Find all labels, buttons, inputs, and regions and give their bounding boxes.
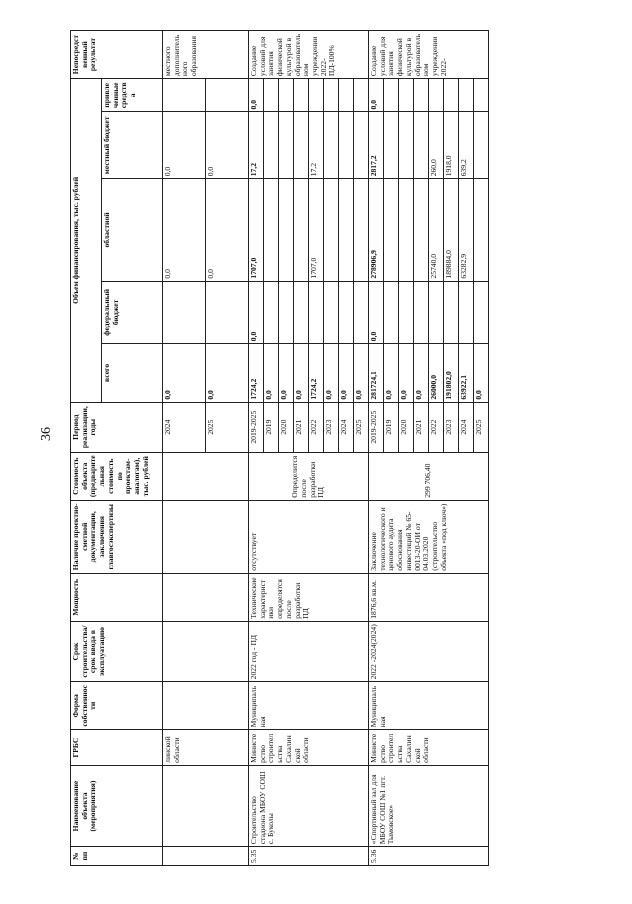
object-psd: Заключение технологического и ценового аудита обоснования инвестиций № 65-0013-20-ОИ от 04.03.2020 (строительство объекта «под ключ»)	[369, 500, 489, 573]
local-cell: 17,2	[309, 112, 324, 179]
other-cell	[279, 79, 294, 112]
object-row	[369, 31, 384, 866]
cont-result-cell: местного дополнительного образования	[163, 31, 249, 79]
object-grbs: Министерство строительства Сахалинской области	[249, 730, 369, 765]
federal-cell: 0,0	[369, 281, 384, 344]
local-cell: 17,2	[249, 112, 264, 179]
object-term: 2022 -2024(2024)	[369, 621, 489, 682]
other-cell	[354, 79, 369, 112]
total-cell: 0,0	[339, 344, 354, 402]
total-cell: 0,0	[294, 344, 309, 402]
local-cell: 2817,2	[369, 112, 384, 179]
local-cell: 0,0	[206, 112, 249, 179]
year-cell: 2019	[384, 402, 399, 452]
cont-num-cell	[163, 847, 249, 866]
local-cell	[279, 112, 294, 179]
header-term: Срок строительства/ срок ввода в эксплуатацию	[71, 621, 163, 682]
total-cell: 0,0	[414, 344, 429, 402]
cont-name-cell	[163, 765, 249, 846]
federal-cell	[264, 281, 279, 344]
total-cell: 0,0	[384, 344, 399, 402]
federal-cell	[309, 281, 324, 344]
total-cell: 0,0	[163, 344, 206, 402]
other-cell	[429, 79, 444, 112]
object-cost: 299 706,40	[369, 452, 489, 500]
rotated-page	[70, 30, 590, 866]
local-cell: 0,0	[163, 112, 206, 179]
other-cell	[163, 79, 206, 112]
cont-grbs-cell: линской области	[163, 730, 249, 765]
header-capacity: Мощность	[71, 573, 163, 621]
regional-cell	[279, 179, 294, 281]
regional-cell: 189884,0	[444, 179, 459, 281]
regional-cell: 25740,0	[429, 179, 444, 281]
year-cell: 2020	[399, 402, 414, 452]
year-cell: 2024	[339, 402, 354, 452]
local-cell	[474, 112, 489, 179]
regional-cell	[414, 179, 429, 281]
local-cell	[264, 112, 279, 179]
federal-cell	[294, 281, 309, 344]
local-cell	[294, 112, 309, 179]
header-period: Период реализации, годы	[71, 402, 163, 452]
regional-cell	[384, 179, 399, 281]
local-cell	[384, 112, 399, 179]
cont-capacity-cell	[163, 573, 249, 621]
header-cost: Стоимость объекта (предварительная стоимость по проектам-аналогам), тыс. рублей	[71, 452, 163, 500]
federal-cell	[384, 281, 399, 344]
total-cell: 0,0	[324, 344, 339, 402]
object-grbs: Министерство строительства Сахалинской области	[369, 730, 489, 765]
total-cell: 0,0	[354, 344, 369, 402]
year-cell: 2021	[414, 402, 429, 452]
object-ownership: Муниципальная	[369, 682, 489, 730]
federal-cell	[163, 281, 206, 344]
object-result: Создание условий для занятия физической культурой в образовательном учреждении2022-ПД-100%	[249, 31, 369, 79]
regional-cell: 0,0	[206, 179, 249, 281]
other-cell	[206, 79, 249, 112]
federal-cell: 0,0	[249, 281, 264, 344]
other-cell	[309, 79, 324, 112]
total-cell: 26000,0	[429, 344, 444, 402]
total-cell: 0,0	[279, 344, 294, 402]
object-capacity: Технические характеристики определятся после разработки ПД	[249, 573, 369, 621]
object-name: Строительство стадиона МБОУ СОШ с. Буколы	[249, 765, 369, 846]
continuation-row	[163, 31, 206, 866]
other-cell: 0,0	[249, 79, 264, 112]
federal-cell	[459, 281, 474, 344]
other-cell	[294, 79, 309, 112]
regional-cell: 0,0	[163, 179, 206, 281]
regional-cell	[294, 179, 309, 281]
header-num: № пп	[71, 847, 163, 866]
other-cell	[444, 79, 459, 112]
local-cell: 639,2	[459, 112, 474, 179]
regional-cell	[339, 179, 354, 281]
regional-cell: 63282,9	[459, 179, 474, 281]
federal-cell	[414, 281, 429, 344]
regional-cell	[354, 179, 369, 281]
total-cell: 0,0	[399, 344, 414, 402]
other-cell	[474, 79, 489, 112]
other-cell	[324, 79, 339, 112]
header-row-1	[71, 31, 102, 866]
object-term: 2022 год - ПД	[249, 621, 369, 682]
object-name: «Спортивный зал для МБОУ СОШ №1 пгт. Тымовское»	[369, 765, 489, 846]
header-funding: Объем финансирования, тыс. рублей	[71, 79, 102, 403]
local-cell	[399, 112, 414, 179]
regional-cell	[324, 179, 339, 281]
year-cell: 2024	[163, 402, 206, 452]
year-cell: 2024	[459, 402, 474, 452]
local-cell	[339, 112, 354, 179]
total-cell: 63922,1	[459, 344, 474, 402]
year-cell: 2025	[354, 402, 369, 452]
federal-cell	[206, 281, 249, 344]
total-cell: 0,0	[474, 344, 489, 402]
header-grbs: ГРБС	[71, 730, 163, 765]
page-number: 36	[39, 427, 54, 441]
header-total: всего	[102, 344, 163, 402]
other-cell	[399, 79, 414, 112]
other-cell	[339, 79, 354, 112]
other-cell: 0,0	[369, 79, 384, 112]
total-cell: 0,0	[206, 344, 249, 402]
object-num: 5.35	[249, 847, 369, 866]
header-ownership: Форма собственности	[71, 682, 163, 730]
year-cell: 2021	[294, 402, 309, 452]
total-cell: 1724,2	[249, 344, 264, 402]
total-cell: 281724,1	[369, 344, 384, 402]
regional-cell: 1707,0	[249, 179, 264, 281]
header-other: привлеченные средства	[102, 79, 163, 112]
federal-cell	[429, 281, 444, 344]
header-federal: федеральный бюджет	[102, 281, 163, 344]
local-cell	[354, 112, 369, 179]
object-cost: Определится после разработки ПД	[249, 452, 369, 500]
cont-ownership-cell	[163, 682, 249, 730]
year-cell: 2023	[324, 402, 339, 452]
object-capacity: 1876,6 кв.м.	[369, 573, 489, 621]
cont-psd-cell	[163, 500, 249, 573]
year-cell: 2022	[429, 402, 444, 452]
local-cell: 260,0	[429, 112, 444, 179]
other-cell	[459, 79, 474, 112]
header-result: Непосредственный результат	[71, 31, 163, 79]
object-result: Создание условий для занятия физической культурой в образовательном учреждении2022-	[369, 31, 489, 79]
year-cell: 2019	[264, 402, 279, 452]
cont-term-cell	[163, 621, 249, 682]
header-name: Наименование объекта (мероприятия)	[71, 765, 163, 846]
total-cell: 191802,0	[444, 344, 459, 402]
regional-cell: 1707,0	[309, 179, 324, 281]
investment-table	[70, 30, 489, 866]
header-psd: Наличие проектно-сметной документации, заключения главгосэкспертизы	[71, 500, 163, 573]
federal-cell	[279, 281, 294, 344]
total-cell: 1724,2	[309, 344, 324, 402]
regional-cell: 278906,9	[369, 179, 384, 281]
object-ownership: Муниципальная	[249, 682, 369, 730]
year-cell: 2025	[474, 402, 489, 452]
year-cell: 2019-2025	[369, 402, 384, 452]
year-cell: 2022	[309, 402, 324, 452]
local-cell: 1918,0	[444, 112, 459, 179]
other-cell	[264, 79, 279, 112]
local-cell	[324, 112, 339, 179]
header-regional: областной	[102, 179, 163, 281]
object-row	[249, 31, 264, 866]
federal-cell	[354, 281, 369, 344]
year-cell: 2025	[206, 402, 249, 452]
total-cell: 0,0	[264, 344, 279, 402]
federal-cell	[339, 281, 354, 344]
local-cell	[414, 112, 429, 179]
object-num: 5.36	[369, 847, 489, 866]
cont-cost-cell	[163, 452, 249, 500]
federal-cell	[324, 281, 339, 344]
header-local: местный бюджет	[102, 112, 163, 179]
federal-cell	[399, 281, 414, 344]
other-cell	[414, 79, 429, 112]
other-cell	[384, 79, 399, 112]
year-cell: 2023	[444, 402, 459, 452]
federal-cell	[474, 281, 489, 344]
year-cell: 2019-2025	[249, 402, 264, 452]
year-cell: 2020	[279, 402, 294, 452]
object-psd: отсутствует	[249, 500, 369, 573]
federal-cell	[444, 281, 459, 344]
regional-cell	[474, 179, 489, 281]
regional-cell	[264, 179, 279, 281]
regional-cell	[399, 179, 414, 281]
